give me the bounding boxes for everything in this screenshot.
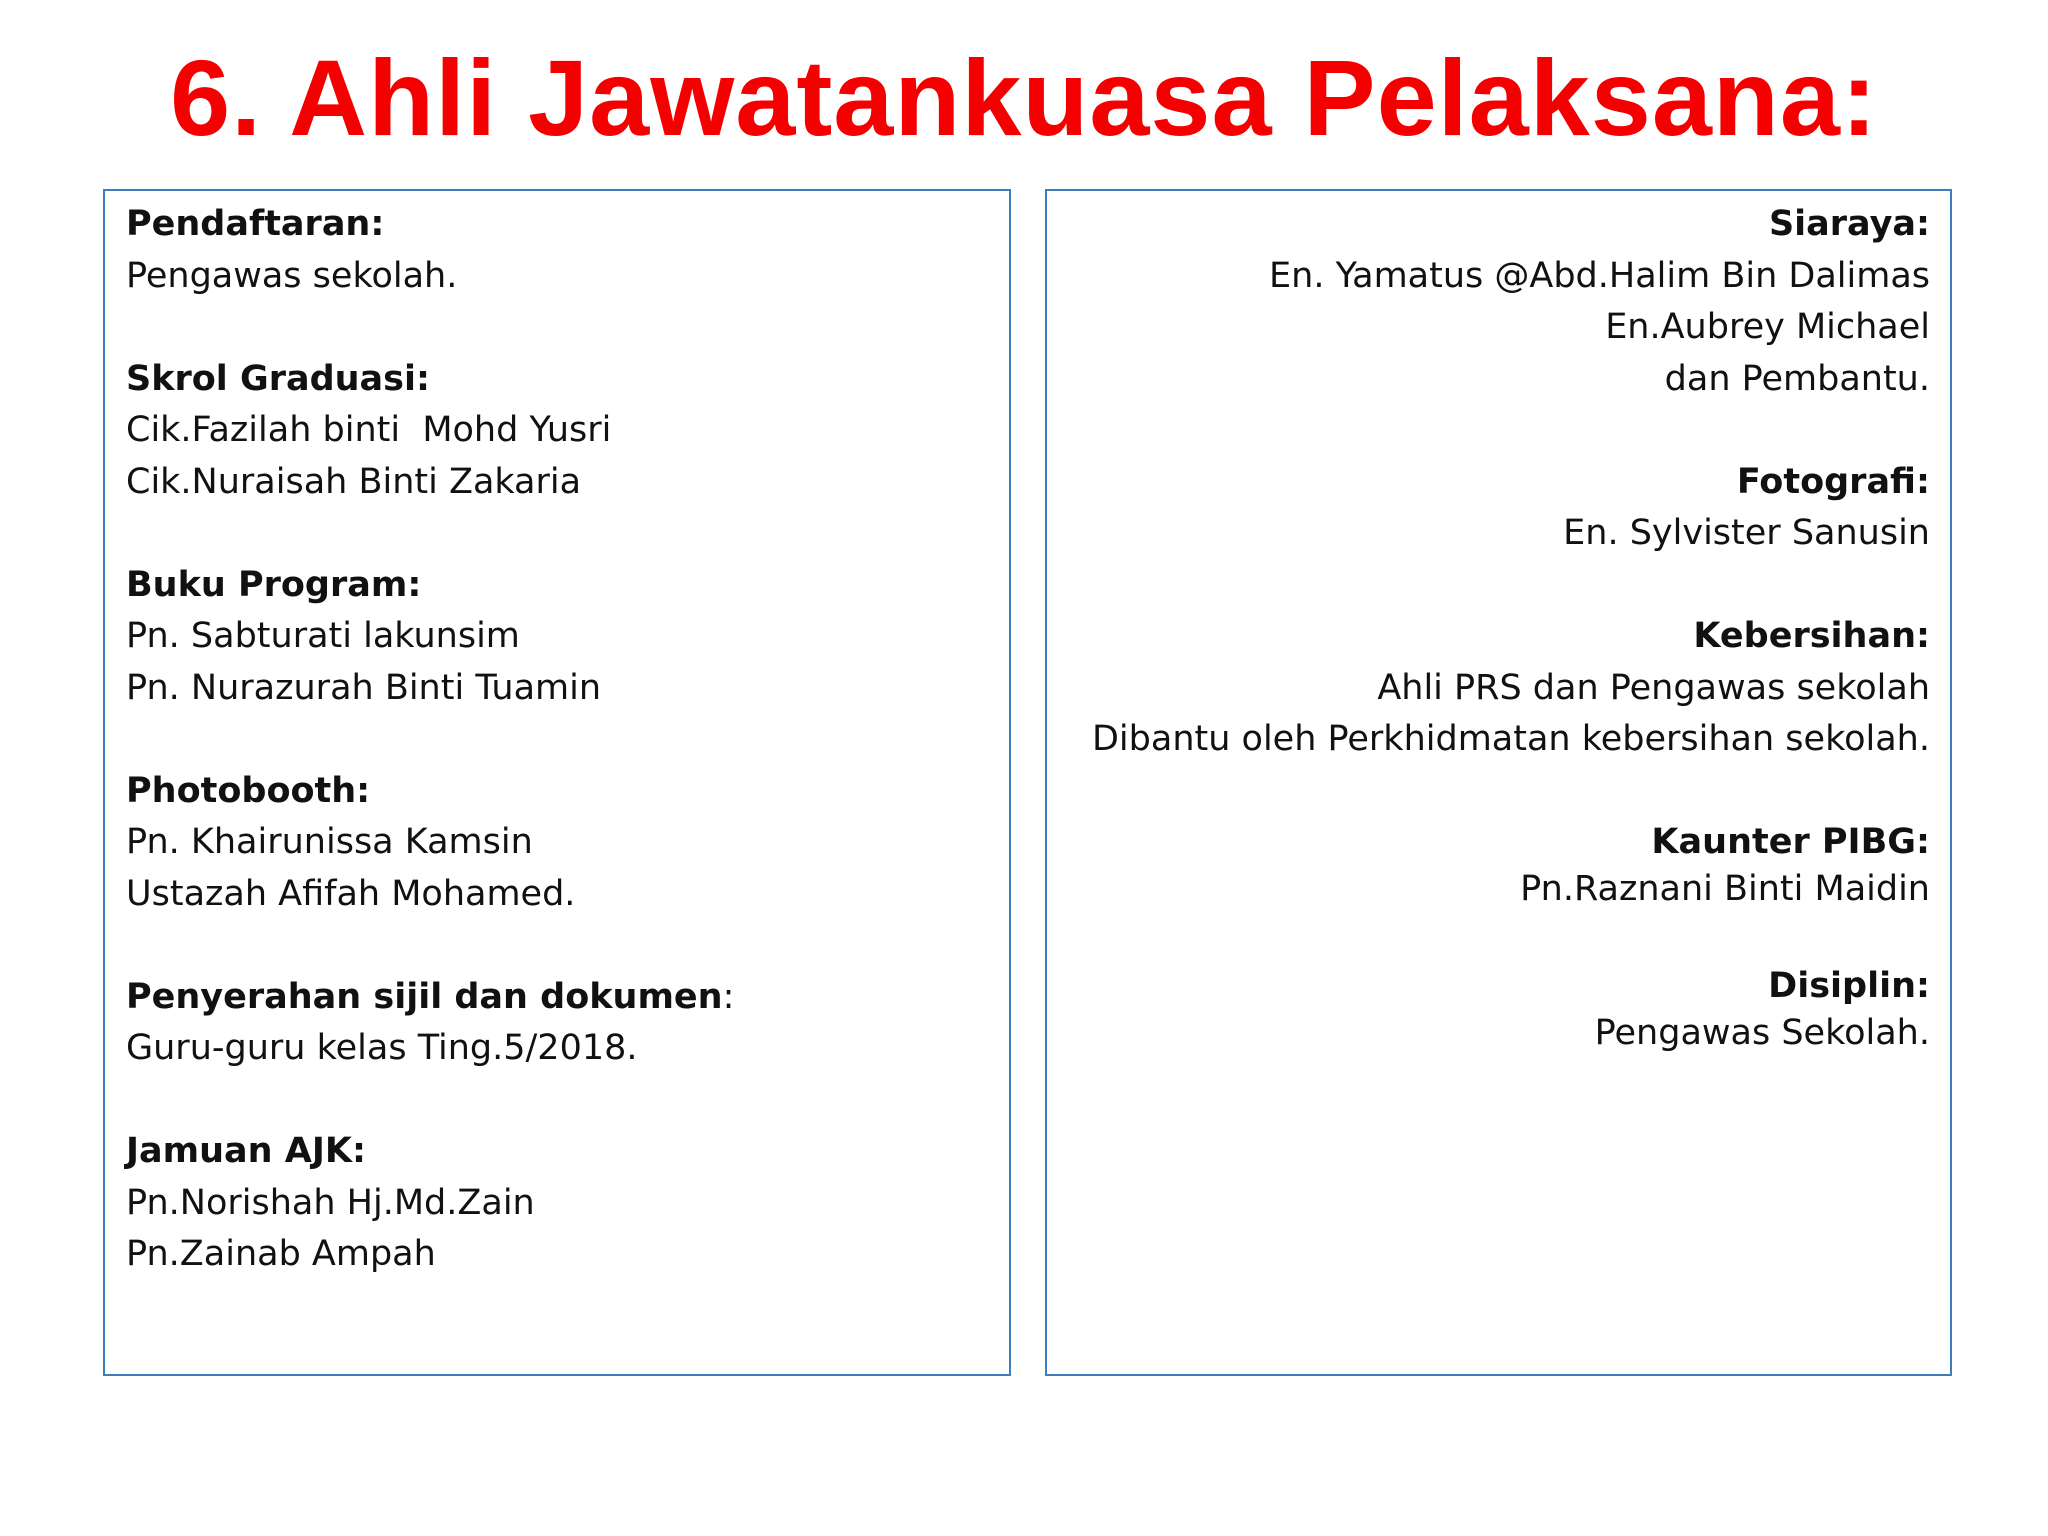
section-heading: Disiplin: bbox=[1768, 966, 1930, 1006]
section-heading: Photobooth: bbox=[126, 770, 371, 811]
member-line: Pn.Raznani Binti Maidin bbox=[1520, 868, 1930, 909]
section-photobooth bbox=[126, 766, 985, 921]
section-heading: Pendaftaran: bbox=[126, 204, 385, 244]
slide-title: 6. Ahli Jawatankuasa Pelaksana: bbox=[170, 37, 1878, 158]
section-heading: Skrol Graduasi: bbox=[126, 358, 430, 399]
member-line: Cik.Fazilah binti Mohd Yusri bbox=[126, 410, 612, 450]
section-heading: Jamuan AJK: bbox=[126, 1131, 366, 1171]
heading-suffix: : bbox=[722, 976, 735, 1017]
section-pendaftaran bbox=[126, 199, 985, 302]
section-fotografi bbox=[1071, 457, 1930, 560]
member-line: En. Yamatus @Abd.Halim Bin Dalimas bbox=[1269, 255, 1930, 296]
section-heading: Fotografi: bbox=[1736, 461, 1930, 502]
member-line: Pengawas sekolah. bbox=[126, 255, 458, 296]
section-heading: Kaunter PIBG: bbox=[1651, 822, 1930, 862]
member-line: Guru-guru kelas Ting.5/2018. bbox=[126, 1028, 638, 1068]
member-line: Pn. Khairunissa Kamsin bbox=[126, 822, 533, 862]
member-line: Ahli PRS dan Pengawas sekolah bbox=[1377, 667, 1930, 708]
member-line: Dibantu oleh Perkhidmatan kebersihan sekolah. bbox=[1091, 719, 1930, 759]
left-panel bbox=[103, 189, 1011, 1376]
member-line: Pn.Norishah Hj.Md.Zain bbox=[126, 1182, 535, 1223]
section-kaunter-pibg bbox=[1071, 817, 1930, 910]
member-line: Pengawas Sekolah. bbox=[1594, 1012, 1930, 1053]
member-line: En. Sylvister Sanusin bbox=[1563, 513, 1930, 553]
section-heading: Buku Program: bbox=[126, 564, 422, 605]
section-penyerahan bbox=[126, 972, 985, 1075]
section-heading: Kebersihan: bbox=[1693, 616, 1930, 656]
member-line: Pn. Nurazurah Binti Tuamin bbox=[126, 667, 602, 708]
section-kebersihan bbox=[1071, 611, 1930, 766]
section-heading-row bbox=[126, 972, 985, 1024]
section-disiplin bbox=[1071, 961, 1930, 1054]
section-siaraya bbox=[1071, 199, 1930, 405]
section-heading: Penyerahan sijil dan dokumen bbox=[126, 976, 723, 1017]
section-heading: Siaraya: bbox=[1768, 204, 1930, 244]
section-skrol-graduasi bbox=[126, 354, 985, 509]
member-line: dan Pembantu. bbox=[1664, 358, 1930, 399]
member-line: Ustazah Afifah Mohamed. bbox=[126, 873, 576, 914]
member-line: Pn.Zainab Ampah bbox=[126, 1234, 436, 1274]
right-panel bbox=[1045, 189, 1952, 1376]
member-line: En.Aubrey Michael bbox=[1605, 307, 1930, 347]
section-buku-program bbox=[126, 560, 985, 715]
section-jamuan-ajk bbox=[126, 1126, 985, 1281]
member-line: Pn. Sabturati lakunsim bbox=[126, 616, 520, 656]
member-line: Cik.Nuraisah Binti Zakaria bbox=[126, 461, 582, 502]
